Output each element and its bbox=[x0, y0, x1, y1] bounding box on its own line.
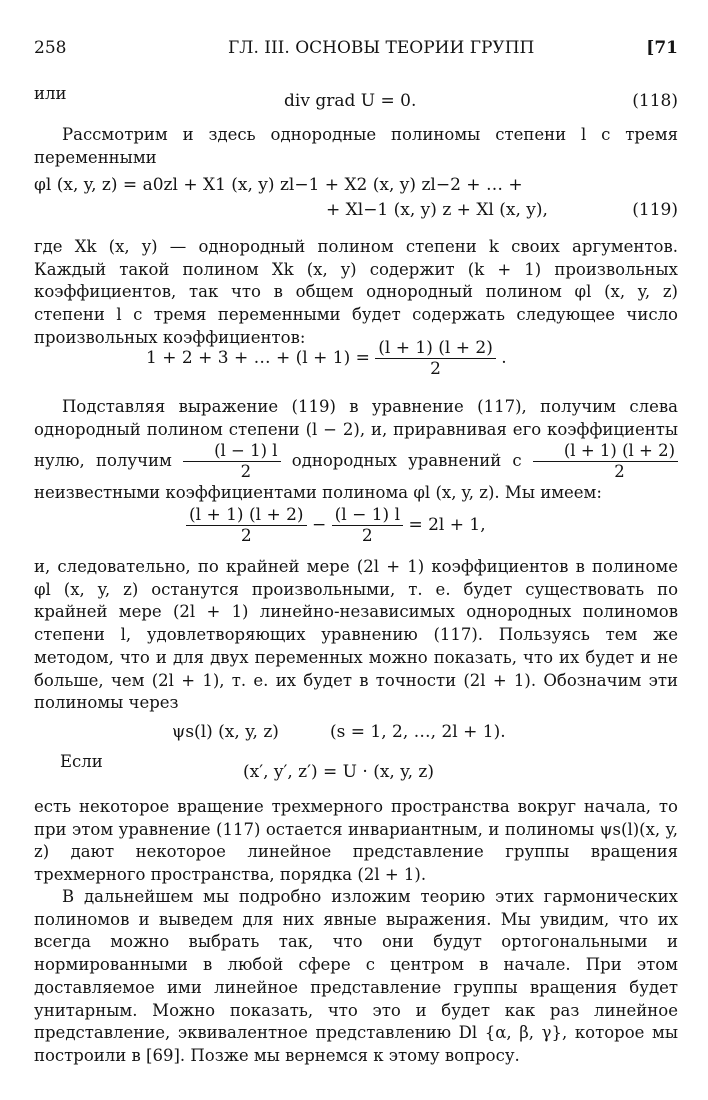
equation-119-line1: φl (x, y, z) = a0zl + X1 (x, y) zl−1 + X2 (x, y) zl−2 + … + bbox=[34, 175, 523, 195]
equation-difference bbox=[186, 505, 486, 546]
equation-psi-range: (s = 1, 2, …, 2l + 1). bbox=[330, 722, 506, 742]
difference-minus: − bbox=[311, 515, 327, 535]
sum-end: . bbox=[501, 348, 507, 368]
equation-119-line2: + Xl−1 (x, y) z + Xl (x, y), bbox=[326, 200, 548, 220]
paragraph-intro: Рассмотрим и здесь однородные полиномы степени l с тремя переменными bbox=[34, 125, 678, 167]
difference-denominator-1: 2 bbox=[240, 526, 252, 546]
difference-fraction-2 bbox=[332, 505, 403, 546]
subst-text-c: неизвестными коэффициентами полинома φl (x, y, z). Мы имеем: bbox=[34, 483, 602, 503]
difference-right: = 2l + 1, bbox=[408, 515, 486, 535]
sum-fraction bbox=[375, 338, 496, 379]
subst-fraction-2 bbox=[533, 441, 678, 482]
subst-fraction-1-numerator: (l − 1) l bbox=[183, 441, 281, 462]
lead-word: или bbox=[34, 84, 67, 103]
sum-denominator: 2 bbox=[430, 359, 441, 379]
subst-fraction-1 bbox=[183, 441, 281, 482]
paragraph-where: где Xk (x, y) — однородный полином степени k своих аргументов. Каждый такой полином Xk (x, y) содержит (k + 1) произвольных коэффициентов, так что в общем однородный полином φl (x, y, z) степени l с тремя переменными будет содержать следующее число произвольных коэффициентов: bbox=[34, 237, 678, 347]
equation-psi: ψs(l) (x, y, z) bbox=[172, 722, 279, 742]
difference-fraction-1 bbox=[186, 505, 307, 546]
sum-left: 1 + 2 + 3 + … + (l + 1) = bbox=[146, 348, 370, 368]
subst-fraction-2-numerator: (l + 1) (l + 2) bbox=[533, 441, 678, 462]
difference-numerator-2: (l − 1) l bbox=[332, 505, 403, 526]
subst-text-a: Подставляя выражение (119) в уравнение (117), получим слева однородный полином степени (l − 2), и, приравнивая его коэффициенты нулю, получим bbox=[34, 397, 678, 471]
subst-fraction-2-denominator: 2 bbox=[614, 462, 625, 482]
page-number: 258 bbox=[34, 38, 67, 58]
equation-number-119: (119) bbox=[632, 200, 678, 220]
running-title: ГЛ. III. ОСНОВЫ ТЕОРИИ ГРУПП bbox=[228, 38, 535, 58]
equation-118: div grad U = 0. bbox=[284, 91, 417, 111]
paragraph-substitution bbox=[34, 396, 678, 505]
equation-sum bbox=[146, 338, 507, 379]
subst-fraction-1-denominator: 2 bbox=[240, 462, 252, 482]
sum-numerator: (l + 1) (l + 2) bbox=[375, 338, 496, 359]
if-word: Если bbox=[60, 752, 103, 771]
difference-denominator-2: 2 bbox=[361, 526, 373, 546]
paragraph-further: В дальнейшем мы подробно изложим теорию этих гармонических полиномов и выведем для них явные выражения. Мы увидим, что их всегда можно выбрать так, что они будут ортогональными и нормированными в любой сфере с центром в начале. При этом доставляемое ими линейное представление группы вращения будет унитарным. Можно показать, что это и будет как раз линейное представление, эквивалентное представлению Dl {α, β, γ}, которое мы построили в [69]. Позже мы вернемся к этому вопросу. bbox=[34, 887, 678, 1065]
paragraph-hence: и, следовательно, по крайней мере (2l + 1) коэффициентов в полиноме φl (x, y, z) останутся произвольными, т. е. будет существовать по крайней мере (2l + 1) линейно-независимых однородных полиномов степени l, удовлетворяющих уравнению (117). Пользуясь тем же методом, что и для двух переменных можно показать, что их будет и не больше, чем (2l + 1), т. е. их будет в точности (2l + 1). Обозначим эти полиномы через bbox=[34, 557, 678, 713]
section-number: [71 bbox=[646, 38, 678, 58]
equation-rotation: (x′, y′, z′) = U · (x, y, z) bbox=[243, 762, 434, 782]
subst-text-b: однородных уравнений с bbox=[291, 451, 522, 471]
paragraph-rotation: есть некоторое вращение трехмерного пространства вокруг начала, то при этом уравнение (117) остается инвариантным, и полиномы ψs(l)(x, y, z) дают некоторое линейное представление группы вращения трехмерного пространства, порядка (2l + 1). bbox=[34, 797, 678, 885]
difference-numerator-1: (l + 1) (l + 2) bbox=[186, 505, 307, 526]
equation-number-118: (118) bbox=[632, 91, 678, 111]
